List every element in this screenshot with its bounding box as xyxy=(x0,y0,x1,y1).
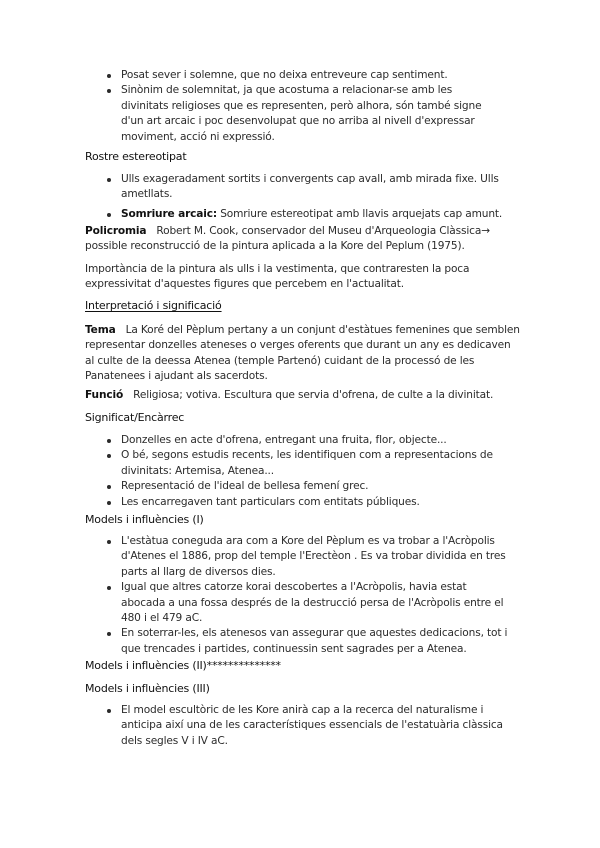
bullet-icon xyxy=(107,178,111,182)
models-3-heading: Models i influències (III) xyxy=(85,682,210,695)
policromia-label: Policromia xyxy=(85,225,147,237)
bullet-icon xyxy=(107,632,111,636)
bullet-icon xyxy=(107,485,111,489)
intro-bullet-list xyxy=(121,68,501,145)
models-3-bullet-list xyxy=(121,703,516,749)
bullet-icon xyxy=(107,540,111,544)
bullet-icon xyxy=(107,439,111,443)
models-1-bullet-list xyxy=(121,534,513,657)
models-1-heading: Models i influències (I) xyxy=(85,513,204,526)
list-item: Posat sever i solemne, que no deixa entreveure cap sentiment. xyxy=(121,68,501,83)
list-item: Representació de l'ideal de bellesa femení grec. xyxy=(121,479,511,494)
models-2-heading: Models i influències (II)************** xyxy=(85,659,281,672)
policromia-paragraph: Policromia Robert M. Cook, conservador del Museu d'Arqueologia Clàssica→ possible reconstrucció de la pintura aplicada a la Kore del Peplum (1975). xyxy=(85,225,490,253)
bullet-icon xyxy=(107,454,111,458)
rostre-bullet-list xyxy=(121,172,506,222)
bullet-icon xyxy=(107,586,111,590)
bullet-icon xyxy=(107,74,111,78)
tema-paragraph: Tema La Koré del Pèplum pertany a un conjunt d'estàtues femenines que semblen representar donzelles ateneses o verges oferents que durant un any es dedicaven al culte de la deessa Atenea (temple Partenó) cuidant de la processó de les Panatenees i ajudant als sacerdots. xyxy=(85,324,520,383)
list-item: El model escultòric de les Kore anirà cap a la recerca del naturalisme i anticipa així una de les característiques essencials de l'estatuària clàssica dels segles V i IV aC. xyxy=(121,703,516,749)
significat-heading: Significat/Encàrrec xyxy=(85,411,185,424)
bullet-icon xyxy=(107,89,111,93)
list-item: Les encarregaven tant particulars com entitats públiques. xyxy=(121,495,511,510)
bullet-icon xyxy=(107,709,111,713)
list-item: L'estàtua coneguda ara com a Kore del Pèplum es va trobar a l'Acròpolis d'Atenes el 1886, prop del temple l'Erectèon . Es va trobar dividida en tres parts al llarg de diversos dies. xyxy=(121,534,513,580)
somriure-label: Somriure arcaic: xyxy=(121,207,217,220)
rostre-heading: Rostre estereotipat xyxy=(85,150,187,163)
list-item: Ulls exageradament sortits i convergents cap avall, amb mirada fixe. Ulls ametllats. xyxy=(121,172,506,203)
list-item: Donzelles en acte d'ofrena, entregant una fruita, flor, objecte... xyxy=(121,433,511,448)
policromia-paragraph-2: Importància de la pintura als ulls i la vestimenta, que contraresten la poca expressivitat d'aquestes figures que percebem en l'actualitat. xyxy=(85,263,470,291)
bullet-icon xyxy=(107,213,111,217)
tema-label: Tema xyxy=(85,324,116,336)
list-item: Igual que altres catorze korai descobertes a l'Acròpolis, havia estat abocada a una fossa després de la destrucció persa de l'Acròpolis entre el 480 i el 479 aC. xyxy=(121,580,513,626)
list-item: Sinònim de solemnitat, ja que acostuma a relacionar-se amb les divinitats religioses que es representen, però alhora, són també signe d'un art arcaic i poc desenvolupat que no arriba al nivell d'expressar moviment, acció ni expressió. xyxy=(121,83,501,145)
list-item: En soterrar-les, els atenesos van assegurar que aquestes dedicacions, tot i que trencades i partides, continuessin sent sagrades per a Atenea. xyxy=(121,626,513,657)
list-item: O bé, segons estudis recents, les identifiquen com a representacions de divinitats: Artemisa, Atenea... xyxy=(121,448,511,479)
funcio-paragraph: Funció Religiosa; votiva. Escultura que servia d'ofrena, de culte a la divinitat. xyxy=(85,389,494,401)
bullet-icon xyxy=(107,501,111,505)
interpretacio-heading: Interpretació i significació xyxy=(85,299,222,312)
list-item: Somriure arcaic: Somriure estereotipat amb llavis arquejats cap amunt. xyxy=(121,207,506,222)
significat-bullet-list xyxy=(121,433,511,510)
funcio-label: Funció xyxy=(85,389,124,401)
